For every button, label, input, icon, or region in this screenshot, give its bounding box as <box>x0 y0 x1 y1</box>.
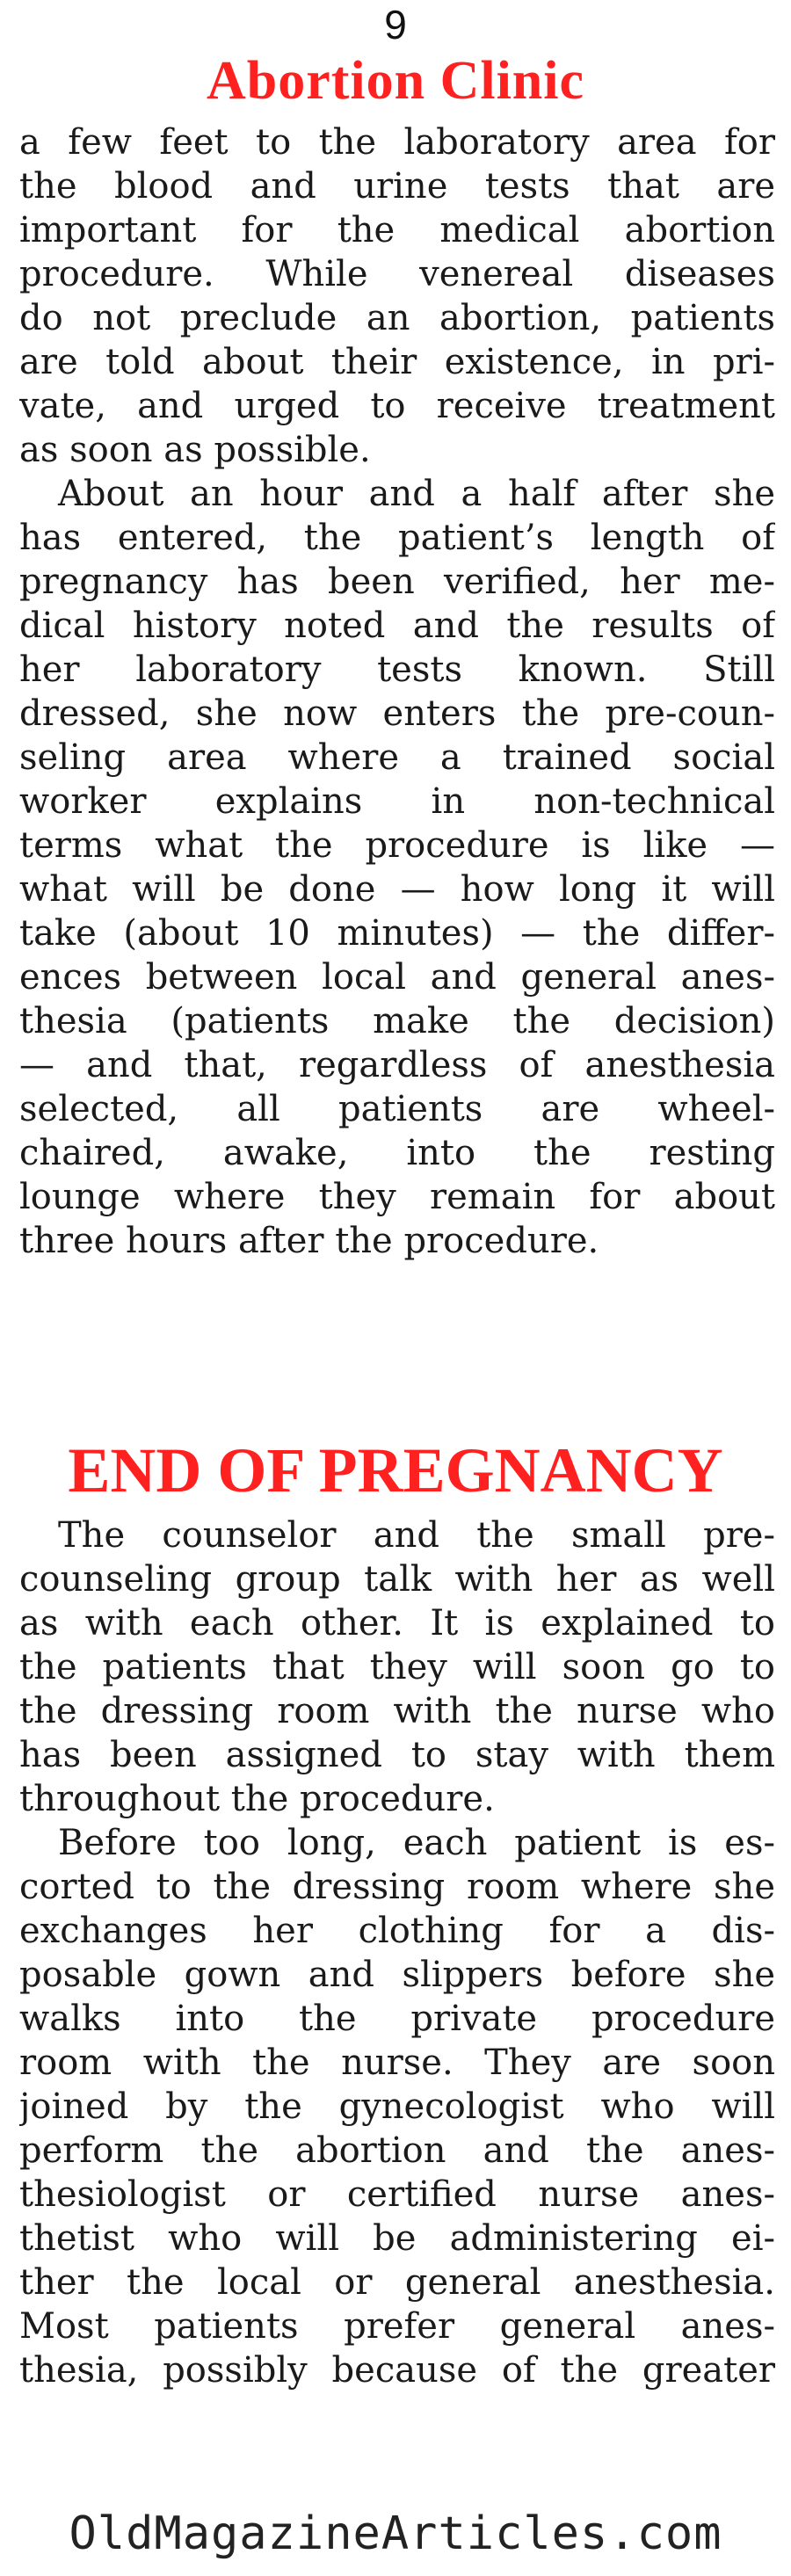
text-line: About an hour and a half after she <box>58 474 775 514</box>
text-line: ther the local or general anesthesia. <box>19 2262 775 2303</box>
text-line: three hours after the procedure. <box>19 1221 599 1261</box>
text-line: terms what the procedure is like — <box>19 825 775 866</box>
text-line: are told about their existence, in pri- <box>19 342 775 382</box>
text-line: vate, and urged to receive treatment <box>19 386 775 426</box>
text-line: seling area where a trained social <box>19 737 775 778</box>
text-line: posable gown and slippers before she <box>19 1955 775 1995</box>
article-title: Abortion Clinic <box>206 51 585 111</box>
text-line: chaired, awake, into the resting <box>19 1133 775 1173</box>
text-line: a few feet to the laboratory area for <box>19 122 775 163</box>
text-line: important for the medical abortion <box>19 210 775 250</box>
text-line: thetist who will be administering ei- <box>19 2218 775 2259</box>
site-watermark: OldMagazineArticles.com <box>69 2507 722 2560</box>
text-line: thesia, possibly because of the greater <box>19 2350 775 2391</box>
text-line: as with each other. It is explained to <box>19 1603 775 1644</box>
text-line: dical history noted and the results of <box>19 606 775 646</box>
text-line: worker explains in non-technical <box>19 781 775 822</box>
paragraph-lab-tests <box>19 120 775 472</box>
text-line: pregnancy has been verified, her me- <box>19 562 775 602</box>
text-line: has been assigned to stay with them <box>19 1735 775 1775</box>
text-line: has entered, the patient’s length of <box>19 518 775 558</box>
text-line: joined by the gynecologist who will <box>19 2086 775 2127</box>
text-line: thesiologist or certified nurse anes- <box>19 2174 775 2215</box>
text-line: the patients that they will soon go to <box>19 1647 775 1687</box>
text-line: thesia (patients make the decision) <box>19 1001 775 1041</box>
paragraph-procedure-room <box>19 1821 775 2392</box>
text-line: Most patients prefer general anes- <box>19 2306 775 2347</box>
text-line: Before too long, each patient is es- <box>58 1823 775 1863</box>
text-line: The counselor and the small pre- <box>58 1515 775 1556</box>
text-line: do not preclude an abortion, patients <box>19 298 775 338</box>
text-line: what will be done — how long it will <box>19 869 775 910</box>
text-line: room with the nurse. They are soon <box>19 2043 775 2083</box>
paragraph-counselor <box>19 1513 775 1821</box>
text-line: counseling group talk with her as well <box>19 1559 775 1600</box>
text-line: ences between local and general anes- <box>19 957 775 998</box>
section-heading: END OF PREGNANCY <box>68 1435 723 1506</box>
text-line: the blood and urine tests that are <box>19 166 775 207</box>
text-line: throughout the procedure. <box>19 1779 495 1819</box>
text-line: her laboratory tests known. Still <box>19 649 775 690</box>
text-line: the dressing room with the nurse who <box>19 1691 775 1731</box>
text-line: — and that, regardless of anesthesia <box>19 1045 775 1085</box>
text-line: walks into the private procedure <box>19 1999 775 2039</box>
text-line: as soon as possible. <box>19 430 371 470</box>
text-line: selected, all patients are wheel- <box>19 1089 775 1129</box>
paragraph-pre-counseling <box>19 472 775 1263</box>
text-line: dressed, she now enters the pre-coun- <box>19 693 775 734</box>
text-line: procedure. While venereal diseases <box>19 254 775 294</box>
text-line: take (about 10 minutes) — the differ- <box>19 913 775 954</box>
text-line: exchanges her clothing for a dis- <box>19 1911 775 1951</box>
text-line: perform the abortion and the anes- <box>19 2130 775 2171</box>
text-line: lounge where they remain for about <box>19 1177 775 1217</box>
text-line: corted to the dressing room where she <box>19 1867 775 1907</box>
page-number: 9 <box>384 2 407 47</box>
